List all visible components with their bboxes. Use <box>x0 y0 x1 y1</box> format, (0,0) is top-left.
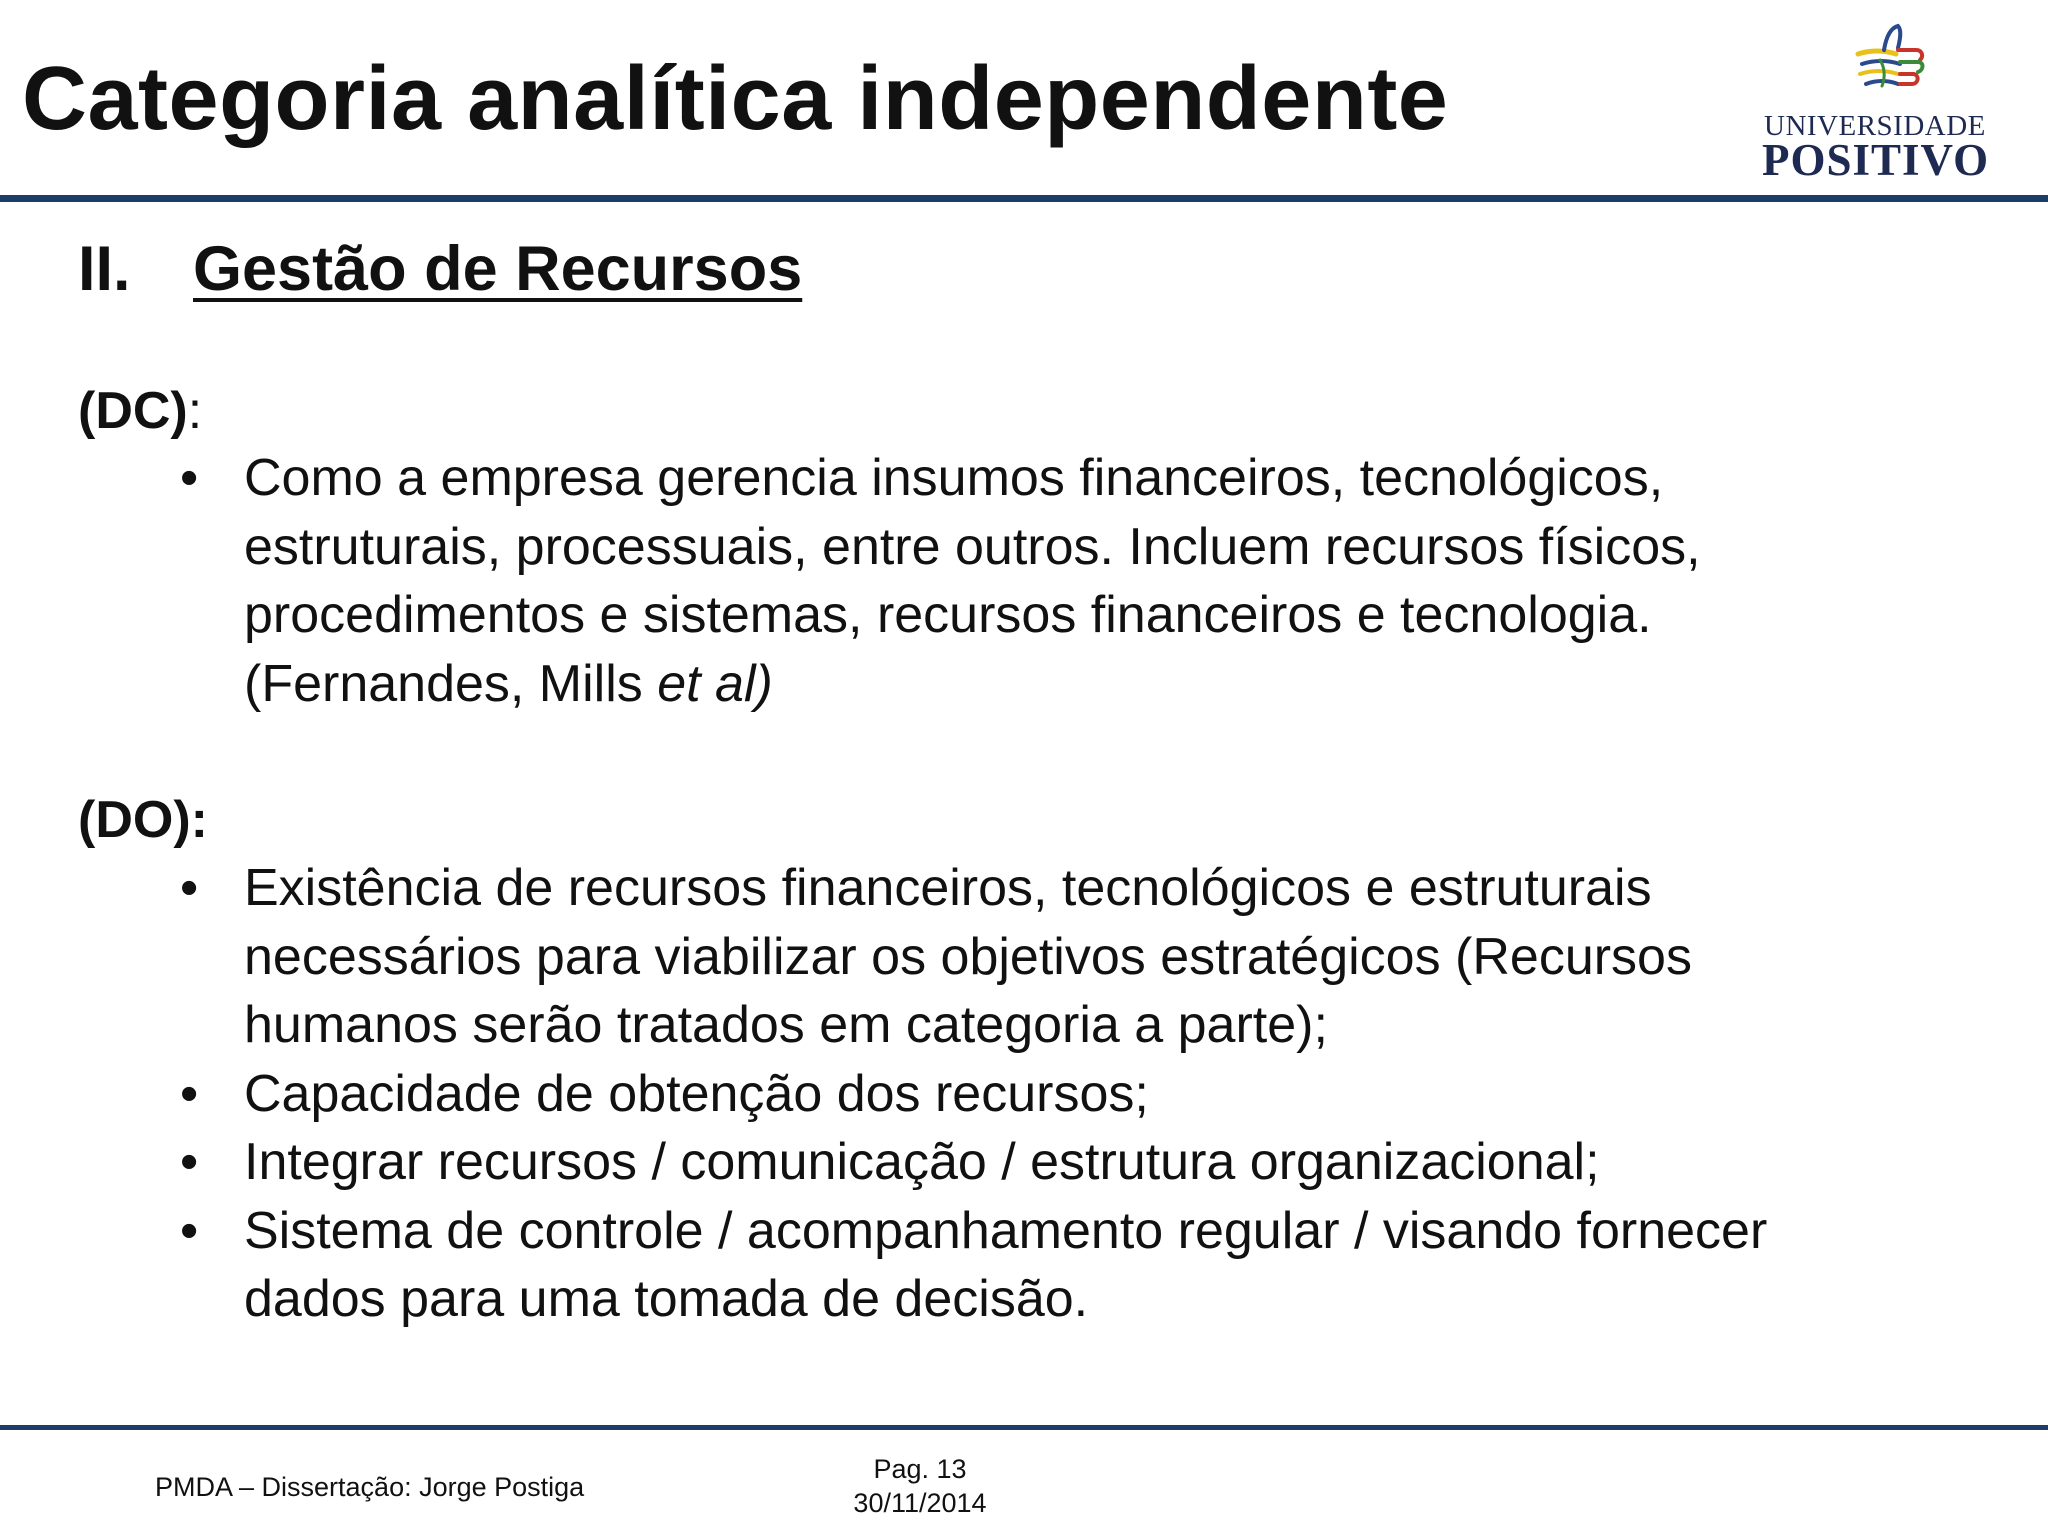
bullet-icon: • <box>180 1064 199 1123</box>
dc-label <box>78 380 202 442</box>
bullet-line: procedimentos e sistemas, recursos financeiros e tecnologia. <box>244 586 1652 644</box>
do-label-text: (DO): <box>78 791 208 849</box>
bullet-icon: • <box>180 859 199 917</box>
bullet-line: necessários para viabilizar os objetivos estratégicos (Recursos <box>244 927 1692 986</box>
logo-text-positivo: POSITIVO <box>1762 135 1990 185</box>
section-number: II. <box>78 234 131 304</box>
section-heading <box>78 232 802 308</box>
footer-course-text: PMDA – Dissertação: Jorge Postiga <box>155 1472 585 1502</box>
list-item <box>0 1197 1944 1334</box>
dc-label-text: (DC) <box>78 382 188 440</box>
bullet-line: humanos serão tratados em categoria a parte); <box>244 996 1328 1054</box>
citation-et-al: et al) <box>657 654 773 713</box>
bullet-line: Capacidade de obtenção dos recursos; <box>244 1064 1149 1123</box>
footer-page-info <box>820 1453 1020 1521</box>
bullet-icon: • <box>180 1133 199 1191</box>
list-item <box>0 854 1944 1060</box>
list-item <box>0 1060 1944 1129</box>
dc-bullet-list <box>0 444 1944 718</box>
dc-label-colon: : <box>187 382 203 440</box>
citation-authors: (Fernandes, Mills <box>244 654 658 713</box>
thumbs-up-logo-icon <box>1840 20 1940 106</box>
bullet-line: Integrar recursos / comunicação / estrutura organizacional; <box>244 1133 1600 1191</box>
university-logo <box>1760 20 2000 185</box>
slide-title: Categoria analítica independente <box>22 49 1449 149</box>
bullet-line: Sistema de controle / acompanhamento regular / visando fornecer <box>244 1201 1768 1260</box>
bullet-line: dados para uma tomada de decisão. <box>244 1270 1089 1328</box>
bullet-line: Existência de recursos financeiros, tecnológicos e estruturais <box>244 859 1652 917</box>
list-item <box>0 444 1944 718</box>
header-divider <box>0 195 2048 202</box>
footer-date: 30/11/2014 <box>853 1487 987 1518</box>
bullet-icon: • <box>180 1201 199 1260</box>
bullet-line: Como a empresa gerencia insumos financeiros, tecnológicos, <box>244 449 1664 507</box>
bullet-icon: • <box>180 449 199 507</box>
section-title: Gestão de Recursos <box>193 234 803 304</box>
page-number: Pag. 13 <box>873 1454 967 1484</box>
do-bullet-list <box>0 854 1944 1334</box>
footer-divider <box>0 1425 2048 1430</box>
list-item <box>0 1128 1944 1197</box>
bullet-citation <box>244 650 1944 719</box>
logo-text-universidade: UNIVERSIDADE <box>1764 110 1986 142</box>
bullet-line: estruturais, processuais, entre outros. Incluem recursos físicos, <box>244 517 1701 576</box>
do-label <box>78 789 208 851</box>
